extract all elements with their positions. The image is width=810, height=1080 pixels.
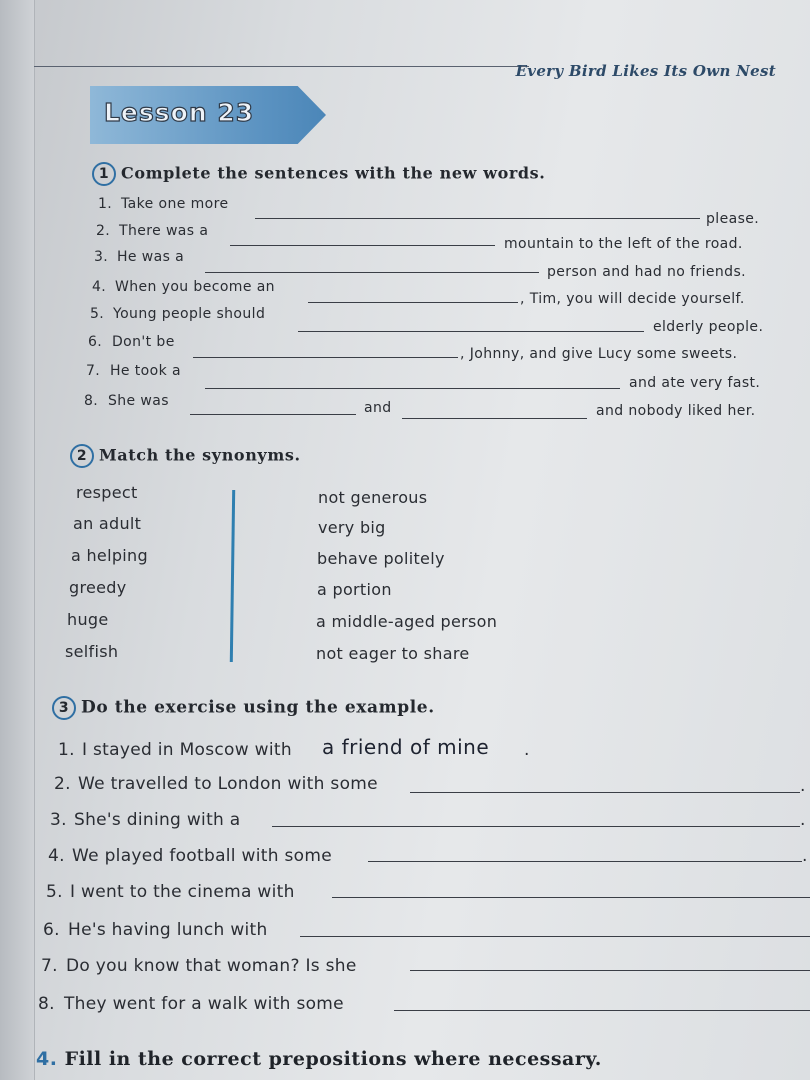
ex1-item-ending: and nobody liked her. (596, 403, 756, 419)
synonym-right-item: a middle-aged person (316, 612, 498, 631)
answer-blank[interactable] (332, 897, 810, 898)
answer-blank[interactable] (402, 418, 587, 419)
header-rule (34, 66, 529, 67)
ex3-item-prompt: We played football with some (72, 846, 332, 866)
exercise-2-instruction: Match the synonyms. (99, 445, 301, 465)
ex1-item-prompt: Young people should (113, 306, 266, 322)
ex3-item-prompt: We travelled to London with some (78, 774, 378, 794)
synonym-left-item: huge (67, 610, 109, 629)
ex1-item-ending: elderly people. (653, 319, 764, 335)
exercise-4-number: 4. (36, 1048, 58, 1070)
answer-blank[interactable] (255, 218, 700, 219)
ex1-item-prompt: He was a (117, 249, 185, 265)
answer-blank[interactable] (230, 245, 495, 246)
exercise-1-number: 1 (92, 162, 116, 186)
synonym-left-item: respect (76, 483, 138, 502)
synonym-left-item: greedy (69, 578, 127, 597)
ex1-item-ending: person and had no friends. (547, 264, 746, 280)
ex3-item-ending: . (524, 740, 530, 760)
ex1-item-number: 5. (90, 306, 105, 322)
ex1-item-ending: please. (706, 211, 760, 227)
ex1-item-ending: , Tim, you will decide yourself. (520, 291, 745, 307)
exercise-4-instruction: Fill in the correct prepositions where necessary. (64, 1048, 602, 1070)
answer-blank[interactable] (298, 331, 644, 332)
exercise-2-number: 2 (70, 444, 94, 468)
ex3-item-number: 6. (43, 920, 60, 940)
ex1-item-number: 4. (92, 279, 107, 295)
synonym-right-item: very big (318, 518, 386, 537)
synonym-right-item: a portion (317, 580, 392, 599)
answer-blank[interactable] (205, 388, 620, 389)
answer-blank[interactable] (272, 826, 800, 827)
ex3-item-prompt: Do you know that woman? Is she (66, 956, 357, 976)
answer-blank[interactable] (300, 936, 810, 937)
answer-blank[interactable] (205, 272, 539, 273)
answer-blank[interactable] (193, 357, 458, 358)
answer-blank[interactable] (308, 302, 518, 303)
ex3-item-prompt: He's having lunch with (68, 920, 268, 940)
ex3-item-number: 2. (54, 774, 71, 794)
ex3-item-number: 1. (58, 740, 75, 760)
answer-blank[interactable] (410, 970, 810, 971)
exercise-2-heading (70, 444, 301, 468)
ex1-item-prompt: There was a (119, 223, 209, 239)
synonym-right-item: behave politely (317, 549, 445, 568)
exercise-4-heading (36, 1048, 602, 1070)
ex3-item-ending: . (800, 776, 806, 796)
exercise-1-heading (92, 162, 545, 186)
exercise-3-instruction: Do the exercise using the example. (81, 697, 435, 718)
ex3-item-ending: . (800, 810, 806, 830)
synonym-right-item: not generous (318, 488, 428, 507)
lesson-title: Lesson 23 (104, 98, 255, 127)
ex3-item-number: 8. (38, 994, 55, 1014)
ex1-item-number: 8. (84, 393, 99, 409)
ex1-item-prompt: Take one more (121, 196, 229, 212)
ex1-item-number: 3. (94, 249, 109, 265)
running-title: Every Bird Likes Its Own Nest (515, 62, 776, 80)
ex1-item-ending: mountain to the left of the road. (504, 236, 743, 252)
answer-blank[interactable] (410, 792, 800, 793)
synonym-left-item: a helping (71, 546, 148, 565)
ex3-item-number: 4. (48, 846, 65, 866)
synonym-left-item: selfish (65, 642, 119, 661)
answer-blank[interactable] (190, 414, 356, 415)
ex1-item-number: 2. (96, 223, 111, 239)
ex1-item-prompt: He took a (110, 363, 181, 379)
ex1-item-number: 1. (98, 196, 113, 212)
exercise-1-instruction: Complete the sentences with the new words. (121, 163, 546, 183)
ex1-item-number: 7. (86, 363, 101, 379)
ex1-item-connector: and (364, 400, 392, 416)
synonym-left-item: an adult (73, 514, 142, 533)
ex1-item-prompt: When you become an (115, 279, 275, 295)
ex3-item-ending: . (802, 846, 808, 866)
answer-blank[interactable] (368, 861, 802, 862)
ex3-item-prompt: She's dining with a (74, 810, 241, 830)
ex1-item-prompt: Don't be (112, 334, 175, 350)
exercise-3-heading (52, 696, 435, 720)
ex3-item-prompt: They went for a walk with some (64, 994, 344, 1014)
example-answer: a friend of mine (322, 735, 490, 759)
ex3-item-prompt: I stayed in Moscow with (82, 740, 292, 760)
synonym-right-item: not eager to share (316, 644, 470, 663)
ex3-item-number: 7. (41, 956, 58, 976)
answer-blank[interactable] (394, 1010, 810, 1011)
exercise-3-number: 3 (52, 696, 76, 720)
ex3-item-number: 3. (50, 810, 67, 830)
ex3-item-prompt: I went to the cinema with (70, 882, 295, 902)
ex1-item-ending: , Johnny, and give Lucy some sweets. (460, 346, 738, 362)
ex1-item-number: 6. (88, 334, 103, 350)
column-divider (230, 490, 235, 662)
ex1-item-ending: and ate very fast. (629, 375, 761, 391)
ex1-item-prompt: She was (108, 393, 169, 409)
book-spine-edge (0, 0, 35, 1080)
ex3-item-number: 5. (46, 882, 63, 902)
